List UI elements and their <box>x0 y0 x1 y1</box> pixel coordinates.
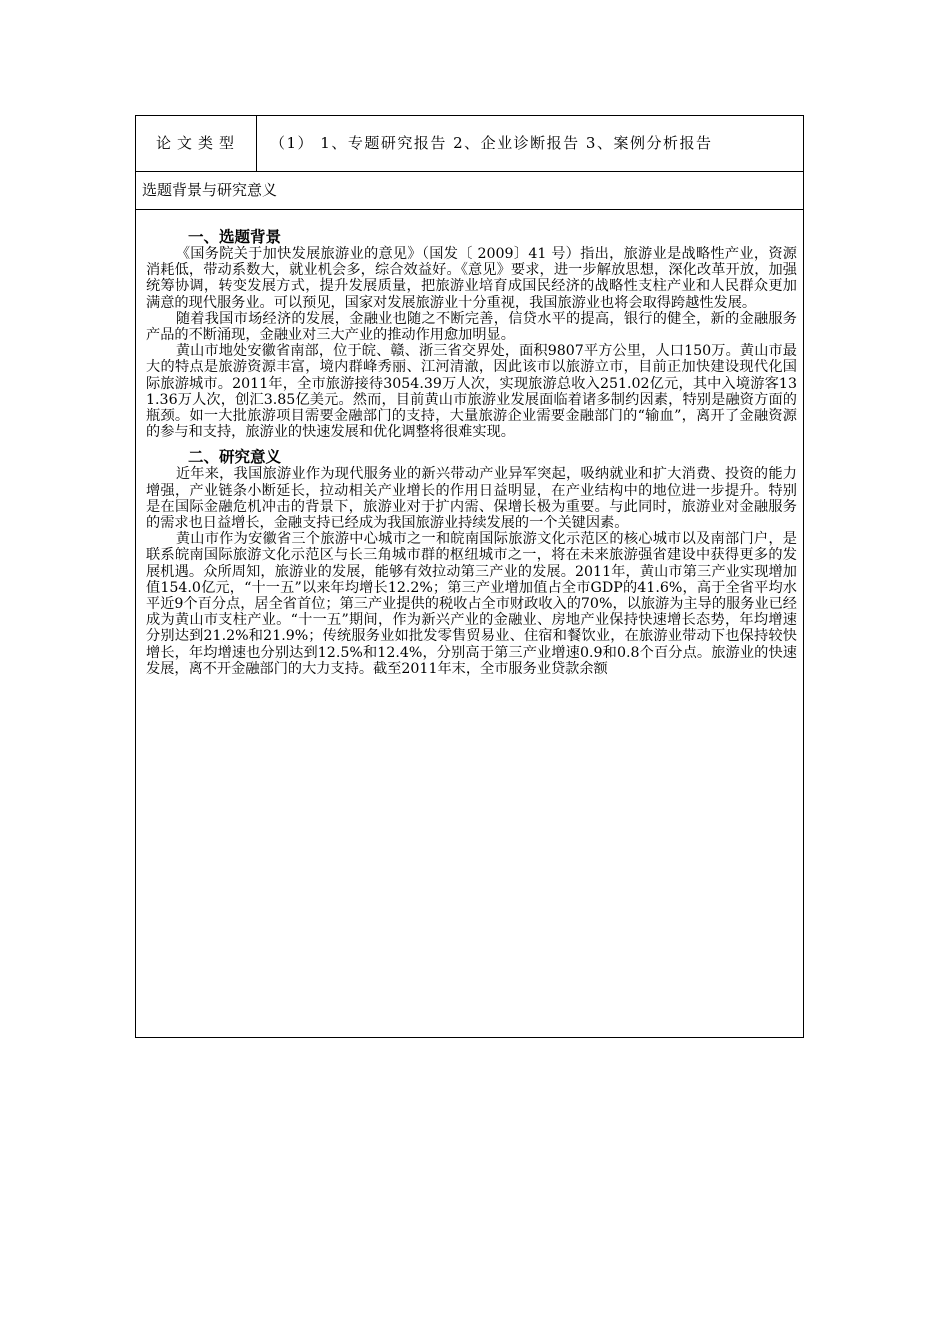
paragraph-5: 黄山市作为安徽省三个旅游中心城市之一和皖南国际旅游文化示范区的核心城市以及南部门户，是联系皖南国际旅游文化示范区与长三角城市群的枢纽城市之一，将在未来旅游强省建设中获得更多的发展机遇。众所周知，旅游业的发展，能够有效拉动第三产业的发展。2011年，黄山市第三产业实现增加值154.0亿元，“十一五”以来年均增长12.2%；第三产业增加值占全市GDP的41.6%，高于全省平均水平近9个百分点，居全省首位；第三产业提供的税收占全市财政收入的70%，以旅游为主导的服务业已经成为黄山市支柱产业。“十一五”期间，作为新兴产业的金融业、房地产业保持快速增长态势，年均增速分别达到21.2%和21.9%；传统服务业如批发零售贸易业、住宿和餐饮业，在旅游业带动下也保持较快增长，年均增速也分别达到12.5%和12.4%，分别高于第三产业增速0.9和0.8个百分点。旅游业的快速发展，离不开金融部门的大力支持。截至2011年末，全市服务业贷款余额 <box>146 531 797 677</box>
section-title-row <box>136 171 803 210</box>
paragraph-1: 《国务院关于加快发展旅游业的意见》（国发〔 2009〕41 号）指出，旅游业是战略性产业，资源消耗低，带动系数大，就业机会多，综合效益好。《意见》要求，进一步解放思想，深化改革开放，加强统筹协调，转变发展方式，提升发展质量，把旅游业培育成国民经济的战略性支柱产业和人民群众更加满意的现代服务业。可以预见，国家对发展旅游业十分重视，我国旅游业也将会取得跨越性发展。 <box>146 246 797 311</box>
heading-significance: 二、研究意义 <box>188 448 282 467</box>
paragraph-2: 随着我国市场经济的发展，金融业也随之不断完善，信贷水平的提高，银行的健全，新的金融服务产品的不断涌现，金融业对三大产业的推动作用愈加明显。 <box>146 310 797 344</box>
paragraph-4: 近年来，我国旅游业作为现代服务业的新兴带动产业异军突起，吸纳就业和扩大消费、投资的能力增强，产业链条小断延长，拉动相关产业增长的作用日益明显，在产业结构中的地位进一步提升。特别是在国际金融危机冲击的背景下，旅游业对于扩内需、保增长极为重要。与此同时，旅游业对金融服务的需求也日益增长，金融支持已经成为我国旅游业持续发展的一个关键因素。 <box>146 466 797 532</box>
section-title: 选题背景与研究意义 <box>142 181 278 199</box>
thesis-type-row <box>136 116 803 172</box>
thesis-type-label: 论文类型 <box>136 116 257 171</box>
thesis-form-table <box>135 115 804 1038</box>
heading-background: 一、选题背景 <box>188 228 282 246</box>
paragraph-3: 黄山市地处安徽省南部，位于皖、赣、浙三省交界处，面积9807平方公里，人口150万。黄山市最大的特点是旅游资源丰富，境内群峰秀丽、江河清澈，因此该市以旅游立市，目前正加快建设现代化国际旅游城市。2011年，全市旅游接待3054.39万人次，实现旅游总收入251.02亿元，其中入境游客131.36万人次，创汇3.85亿美元。然而，目前黄山市旅游业发展面临着诸多制约因素，特别是融资方面的瓶颈。如一大批旅游项目需要金融部门的支持，大量旅游企业需要金融部门的“输血”，离开了金融资源的参与和支持，旅游业的快速发展和优化调整将很难实现。 <box>146 343 797 441</box>
thesis-type-value: （1） 1、专题研究报告 2、企业诊断报告 3、案例分析报告 <box>270 134 713 152</box>
section-body <box>146 228 797 677</box>
